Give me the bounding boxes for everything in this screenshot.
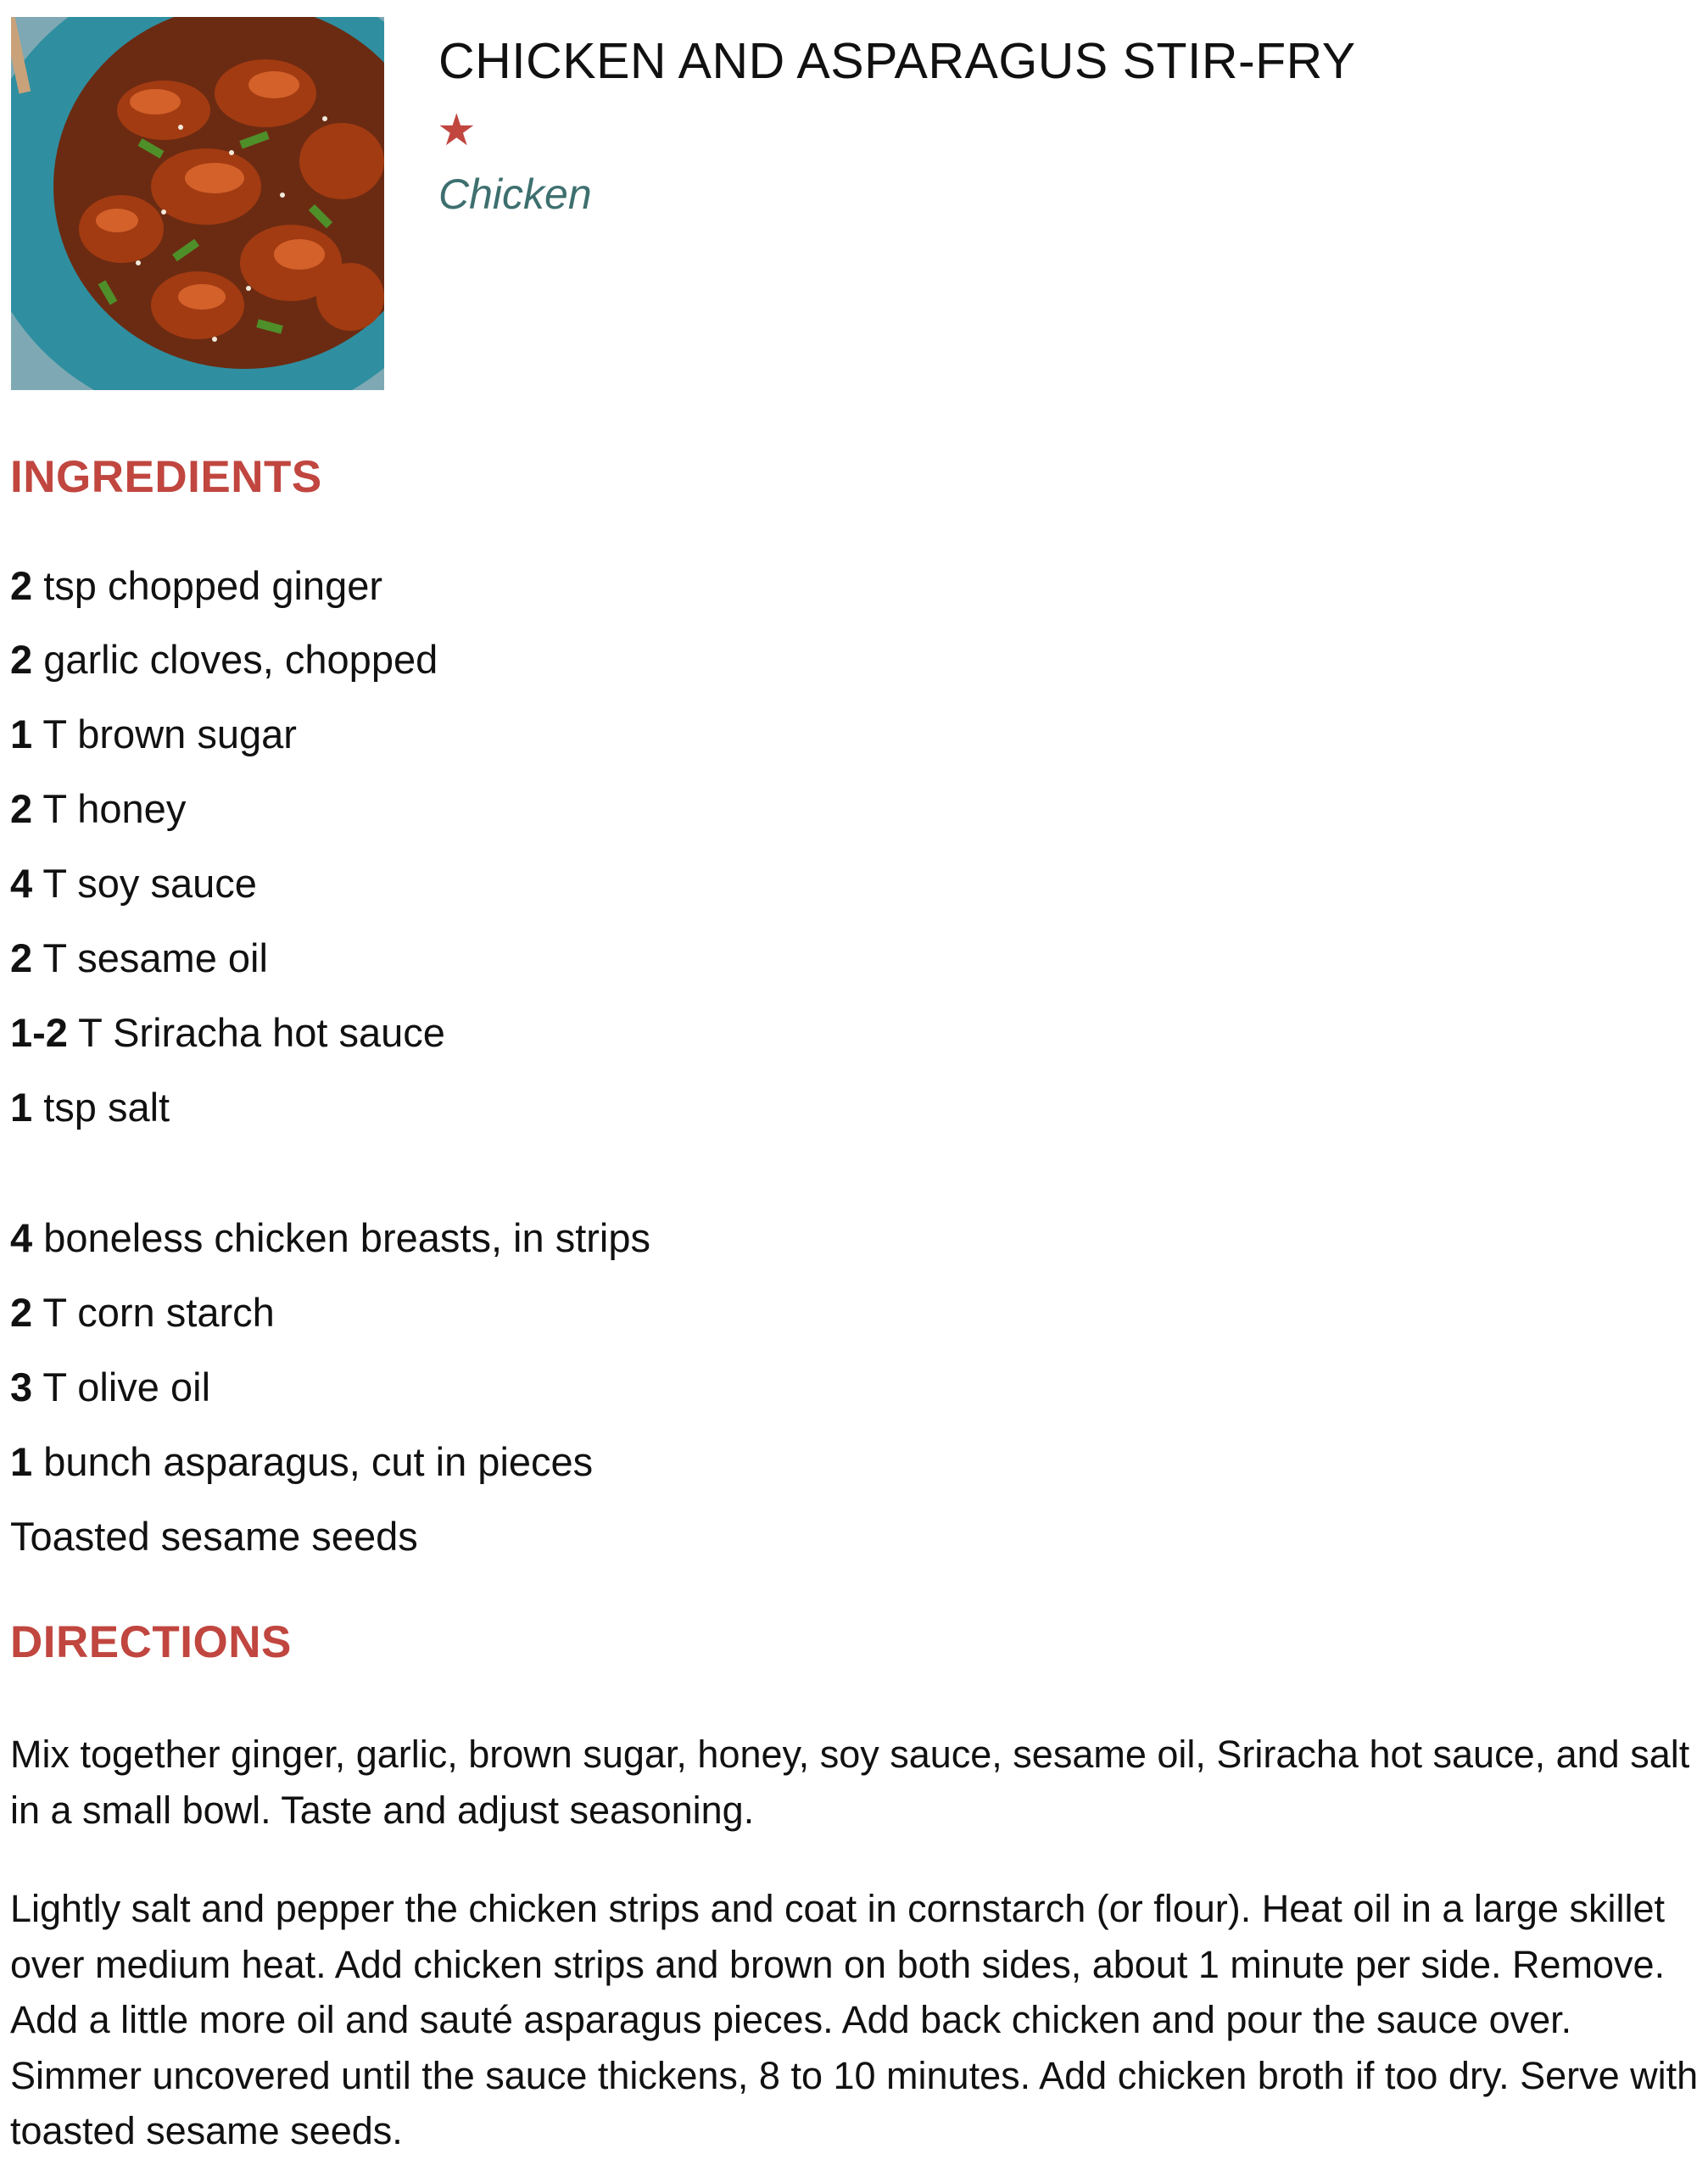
ingredient-qty: 2 xyxy=(10,563,33,608)
recipe-photo xyxy=(11,17,384,390)
ingredient-text: tsp chopped ginger xyxy=(32,563,382,608)
ingredient-item xyxy=(10,1289,275,1336)
ingredient-text: T brown sugar xyxy=(32,712,297,756)
ingredient-text: T honey xyxy=(32,786,187,831)
ingredient-qty: 1 xyxy=(10,1439,33,1484)
ingredient-qty: 2 xyxy=(10,786,33,831)
recipe-category: Chicken xyxy=(438,170,592,218)
ingredient-item xyxy=(10,785,186,832)
ingredient-qty: 2 xyxy=(10,637,33,682)
ingredient-text: boneless chicken breasts, in strips xyxy=(32,1215,650,1260)
direction-paragraph: Mix together ginger, garlic, brown sugar, honey, soy sauce, sesame oil, Sriracha hot sauce, and salt in a small bowl. Taste and adjust seasoning. xyxy=(10,1733,1690,1832)
stir-fry-photo-icon xyxy=(11,17,384,390)
ingredient-qty: 1 xyxy=(10,712,33,756)
ingredient-text: T sesame oil xyxy=(32,935,268,980)
ingredient-text: Toasted sesame seeds xyxy=(10,1514,418,1559)
ingredient-text: T olive oil xyxy=(32,1365,211,1409)
ingredient-qty: 4 xyxy=(10,1215,33,1260)
ingredient-item xyxy=(10,1009,445,1056)
ingredient-text: T soy sauce xyxy=(32,861,257,906)
ingredient-item xyxy=(10,1084,170,1130)
ingredient-text: T Sriracha hot sauce xyxy=(67,1010,445,1055)
ingredient-item xyxy=(10,1364,210,1410)
directions-heading: DIRECTIONS xyxy=(10,1617,292,1667)
rating-star-icon: ★ xyxy=(437,106,477,155)
ingredient-item xyxy=(10,1438,593,1485)
ingredient-item xyxy=(10,1513,418,1560)
ingredient-text: bunch asparagus, cut in pieces xyxy=(32,1439,594,1484)
ingredient-qty: 4 xyxy=(10,861,33,906)
ingredient-qty: 1 xyxy=(10,1085,33,1130)
ingredient-item xyxy=(10,562,382,609)
ingredients-heading: INGREDIENTS xyxy=(10,452,322,502)
direction-paragraph: Lightly salt and pepper the chicken strips and coat in cornstarch (or flour). Heat oil in a large skillet over medium heat. Add chicken strips and brown on both sides, about 1 minute per side. Remove. Add a little more oil and sauté asparagus pieces. Add back chicken and pour the sauce over. Simmer uncovered until the sauce thickens, 8 to 10 minutes. Add chicken broth if too dry. Serve with toasted sesame seeds. xyxy=(10,1887,1699,2152)
ingredient-text: tsp salt xyxy=(32,1085,170,1130)
ingredient-text: T corn starch xyxy=(32,1290,275,1335)
ingredient-qty: 3 xyxy=(10,1365,33,1409)
ingredient-qty: 2 xyxy=(10,1290,33,1335)
ingredient-text: garlic cloves, chopped xyxy=(32,637,438,682)
recipe-title: CHICKEN AND ASPARAGUS STIR-FRY xyxy=(438,33,1356,89)
ingredient-item xyxy=(10,711,297,757)
ingredient-qty: 2 xyxy=(10,935,33,980)
ingredient-item xyxy=(10,860,257,907)
ingredient-item xyxy=(10,1214,650,1261)
ingredient-qty: 1-2 xyxy=(10,1010,68,1055)
ingredient-item xyxy=(10,935,268,981)
ingredient-item xyxy=(10,636,438,683)
